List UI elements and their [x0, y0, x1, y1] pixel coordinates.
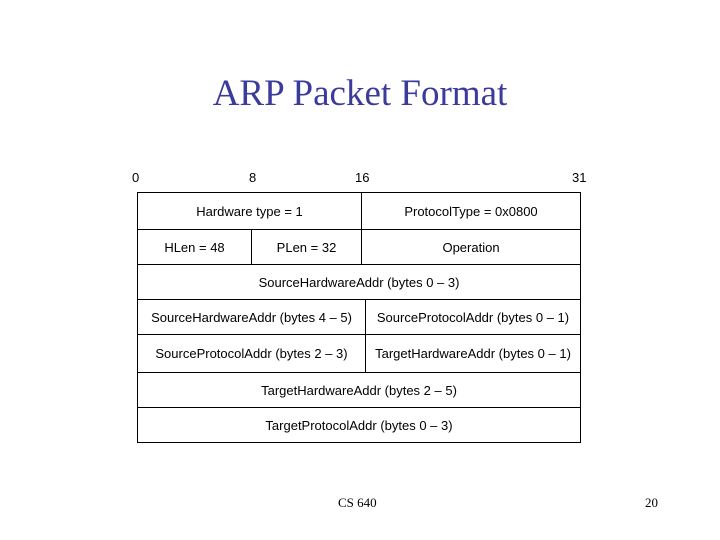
field-plen: PLen = 32	[251, 229, 362, 265]
field-hardware-type: Hardware type = 1	[137, 192, 362, 230]
field-hlen: HLen = 48	[137, 229, 252, 265]
field-source-hardware-addr-4-5: SourceHardwareAddr (bytes 4 – 5)	[137, 299, 366, 335]
field-source-hardware-addr-0-3: SourceHardwareAddr (bytes 0 – 3)	[137, 264, 581, 300]
slide-title: ARP Packet Format	[212, 73, 508, 114]
page-number: 20	[645, 495, 658, 510]
course-label: CS 640	[338, 495, 377, 510]
field-target-hardware-addr-0-1: TargetHardwareAddr (bytes 0 – 1)	[365, 334, 581, 373]
field-protocol-type: ProtocolType = 0x0800	[361, 192, 581, 230]
field-source-protocol-addr-0-1: SourceProtocolAddr (bytes 0 – 1)	[365, 299, 581, 335]
field-operation: Operation	[361, 229, 581, 265]
bit-label-8: 8	[249, 170, 257, 185]
field-target-hardware-addr-2-5: TargetHardwareAddr (bytes 2 – 5)	[137, 372, 581, 408]
bit-label-16: 16	[355, 170, 370, 185]
bit-label-31: 31	[572, 170, 587, 185]
field-source-protocol-addr-2-3: SourceProtocolAddr (bytes 2 – 3)	[137, 334, 366, 373]
bit-label-0: 0	[132, 170, 140, 185]
field-target-protocol-addr-0-3: TargetProtocolAddr (bytes 0 – 3)	[137, 407, 581, 443]
